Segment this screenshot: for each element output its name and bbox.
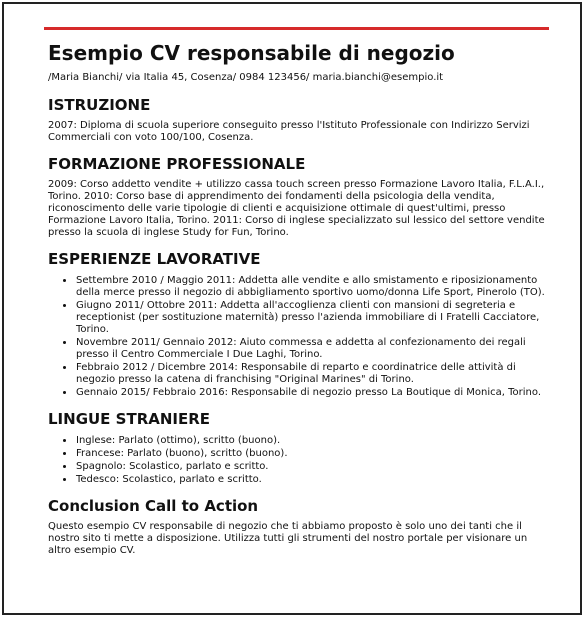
conclusion-text: Questo esempio CV responsabile di negozio che ti abbiamo proposto è solo uno dei tanti che il nostro sito ti mette a disposizione. Utilizza tutti gli strumenti del nostro portale per visionare un altro esempio CV. <box>48 521 528 556</box>
section-istruzione <box>48 95 548 144</box>
section-conclusion <box>48 496 548 557</box>
list-item: • Febbraio 2012 / Dicembre 2014: Responsabile di reparto e coordinatrice delle attività di negozio presso la catena di franchising "Original Marines" di Torino. <box>76 361 548 386</box>
section-heading-istruzione: ISTRUZIONE <box>48 96 151 114</box>
section-heading-lingue: LINGUE STRANIERE <box>48 410 211 428</box>
section-esperienze <box>48 249 548 399</box>
list-item: • Giugno 2011/ Ottobre 2011: Addetta all'accoglienza clienti con mansioni di segreteria e receptionist (per sostituzione maternità) presso l'azienda immobiliare di I Fratelli Cacciatore, Torino. <box>76 299 548 336</box>
section-heading-formazione: FORMAZIONE PROFESSIONALE <box>48 155 306 173</box>
contact-info: /Maria Bianchi/ via Italia 45, Cosenza/ 0984 123456/ maria.bianchi@esempio.it <box>48 72 444 83</box>
title-accent-line <box>44 27 549 30</box>
list-item: • Spagnolo: Scolastico, parlato e scritto. <box>76 460 548 473</box>
istruzione-text: 2007: Diploma di scuola superiore conseguito presso l'Istituto Professionale con Indirizzo Servizi Commerciali con voto 100/100, Cosenza. <box>48 120 530 143</box>
list-item: • Settembre 2010 / Maggio 2011: Addetta alle vendite e allo smistamento e riposizionamento della merce presso il negozio di abbigliamento sportivo uomo/donna Life Sport, Pinerolo (TO). <box>76 274 548 299</box>
section-formazione <box>48 154 548 239</box>
section-heading-esperienze: ESPERIENZE LAVORATIVE <box>48 250 261 268</box>
esperienze-list <box>48 274 548 399</box>
list-item: • Gennaio 2015/ Febbraio 2016: Responsabile di negozio presso La Boutique di Monica, Torino. <box>76 386 548 399</box>
section-heading-conclusion: Conclusion Call to Action <box>48 497 259 515</box>
formazione-text: 2009: Corso addetto vendite + utilizzo cassa touch screen presso Formazione Lavoro Italia, F.L.A.I., Torino. 2010: Corso base di apprendimento dei fondamenti della psicologia della vendita, riconoscimento delle varie tipologie di clienti e acquisizione ottimale di quest'ultimi, presso Formazione Lavoro Italia, Torino. 2011: Corso di inglese specializzato sul lessico del settore vendite presso la scuola di inglese Study for Fun, Torino. <box>48 179 545 238</box>
list-item: • Tedesco: Scolastico, parlato e scritto. <box>76 473 548 486</box>
list-item: • Novembre 2011/ Gennaio 2012: Aiuto commessa e addetta al confezionamento dei regali presso il Centro Commerciale I Due Laghi, Torino. <box>76 336 548 361</box>
list-item: • Francese: Parlato (buono), scritto (buono). <box>76 447 548 460</box>
page-title: Esempio CV responsabile di negozio <box>48 41 455 65</box>
list-item: • Inglese: Parlato (ottimo), scritto (buono). <box>76 434 548 447</box>
lingue-list <box>48 434 548 486</box>
section-lingue <box>48 409 548 486</box>
cv-page <box>2 2 582 615</box>
cv-content <box>48 40 548 567</box>
